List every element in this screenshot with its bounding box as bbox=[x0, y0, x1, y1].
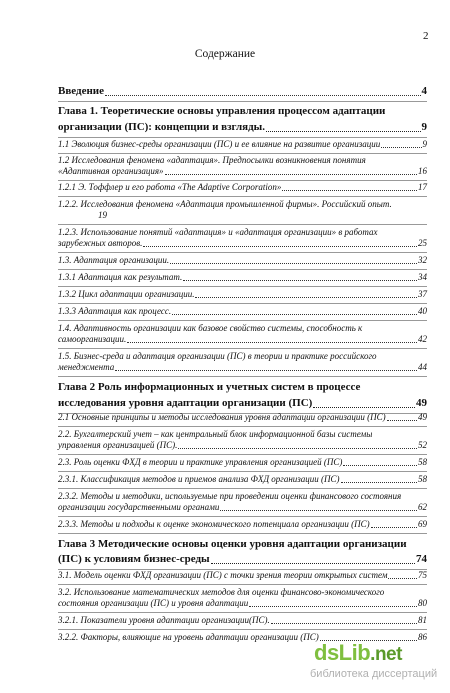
toc-divider bbox=[58, 320, 427, 321]
toc-entry-text: 3.2. Использование математических методов для оценки финансово-экономического bbox=[58, 587, 385, 597]
toc-dot-leader bbox=[127, 342, 417, 343]
toc-dot-leader bbox=[266, 131, 421, 132]
toc-entry bbox=[0, 166, 450, 177]
toc-divider bbox=[58, 488, 427, 489]
toc-entry bbox=[0, 474, 450, 485]
toc-entry-text: Глава 1. Теоретические основы управления процессом адаптации bbox=[58, 105, 386, 117]
toc-dot-leader bbox=[388, 578, 417, 579]
toc-entry-text: 2.3.2. Методы и методики, используемые при проведении оценки финансового состояния bbox=[58, 491, 402, 501]
toc-page-number: 34 bbox=[418, 272, 427, 282]
toc-dot-leader bbox=[249, 606, 417, 607]
toc-entry bbox=[0, 306, 450, 317]
toc-entry bbox=[0, 182, 450, 193]
toc-entry bbox=[0, 104, 450, 118]
toc-entry-text: зарубежных авторов. bbox=[58, 238, 143, 248]
toc-divider bbox=[58, 516, 427, 517]
toc-page-number: 81 bbox=[418, 615, 427, 625]
toc-dot-leader bbox=[170, 263, 417, 264]
toc-divider bbox=[58, 533, 427, 534]
toc-entry-text: самоорганизации. bbox=[58, 334, 127, 344]
toc-page-number: 58 bbox=[418, 474, 427, 484]
toc-entry-text: 2.3. Роль оценки ФХД в теории и практике управления организацией (ПС) bbox=[58, 457, 343, 467]
toc-dot-leader bbox=[178, 448, 417, 449]
toc-entry bbox=[0, 334, 450, 345]
toc-dot-leader bbox=[195, 297, 417, 298]
toc-entry bbox=[0, 380, 450, 394]
toc-dot-leader bbox=[183, 280, 417, 281]
toc-divider bbox=[58, 137, 427, 138]
toc-entry bbox=[0, 362, 450, 373]
toc-entry bbox=[0, 440, 450, 451]
toc-page-number: 58 bbox=[418, 457, 427, 467]
toc-dot-leader bbox=[341, 482, 417, 483]
toc-dot-leader bbox=[172, 314, 417, 315]
toc-page-number: 49 bbox=[418, 412, 427, 422]
toc-entry bbox=[0, 552, 450, 566]
toc-entry-text: 19 bbox=[98, 210, 107, 220]
toc-entry bbox=[0, 272, 450, 283]
toc-page-number: 86 bbox=[418, 632, 427, 642]
toc-page-number: 52 bbox=[418, 440, 427, 450]
toc-page-number: 4 bbox=[421, 85, 427, 97]
toc-entry-text: 1.3. Адаптация организации. bbox=[58, 255, 170, 265]
toc-entry bbox=[0, 238, 450, 249]
toc-dot-leader bbox=[381, 147, 421, 148]
toc-entry-text: 3.1. Модель оценки ФХД организации (ПС) с точки зрения теории открытых систем bbox=[58, 570, 388, 580]
toc-entry-text: (ПС) к условиям бизнес-среды bbox=[58, 553, 210, 565]
toc-entry bbox=[0, 210, 450, 221]
toc-entry-text: исследования уровня адаптации организации (ПС) bbox=[58, 397, 313, 409]
toc-page-number: 75 bbox=[418, 570, 427, 580]
toc-entry bbox=[0, 351, 450, 362]
toc-entry bbox=[0, 537, 450, 551]
toc-entry-text: 2.1 Основные принципы и методы исследования уровня адаптации организации (ПС) bbox=[58, 412, 386, 422]
page-number: 2 bbox=[423, 30, 429, 42]
toc-entry bbox=[0, 120, 450, 134]
toc-entry bbox=[0, 570, 450, 581]
toc-page-number: 49 bbox=[416, 397, 427, 409]
toc-dot-leader bbox=[371, 527, 417, 528]
page-title: Содержание bbox=[194, 48, 256, 60]
toc-entry-text: «Адаптивная организация» bbox=[58, 166, 164, 176]
toc-divider bbox=[58, 101, 427, 102]
toc-entry-text: 2.3.1. Классификация методов и приемов анализа ФХД организации (ПС) bbox=[58, 474, 340, 484]
toc-entry-text: организации (ПС): концепции и взгляды. bbox=[58, 121, 265, 133]
toc-page-number: 40 bbox=[418, 306, 427, 316]
toc-divider bbox=[58, 286, 427, 287]
toc-divider bbox=[58, 303, 427, 304]
toc-entry bbox=[0, 155, 450, 166]
toc-dot-leader bbox=[343, 465, 417, 466]
toc-page-number: 44 bbox=[418, 362, 427, 372]
toc-divider bbox=[58, 224, 427, 225]
toc-entry bbox=[0, 519, 450, 530]
toc-entry-text: 3.2.1. Показатели уровня адаптации организации(ПС). bbox=[58, 615, 270, 625]
toc-entry-text: 1.5. Бизнес-среда и адаптация организации (ПС) в теории и практике российского bbox=[58, 351, 377, 361]
toc-entry-text: 2.2. Бухгалтерский учет – как центральный блок информационной базы системы bbox=[58, 429, 373, 439]
toc-divider bbox=[58, 269, 427, 270]
toc-page-number: 32 bbox=[418, 255, 427, 265]
toc-page-number: 62 bbox=[418, 502, 427, 512]
toc-entry-text: 1.3.1 Адаптация как результат. bbox=[58, 272, 183, 282]
toc-entry-text: состояния организации (ПС) и уровня адаптации bbox=[58, 598, 249, 608]
toc-entry bbox=[0, 457, 450, 468]
toc-dot-leader bbox=[271, 623, 417, 624]
toc-entry-text: 1.2.3. Использование понятий «адаптация» и «адаптация организации» в работах bbox=[58, 227, 378, 237]
toc-divider bbox=[58, 180, 427, 181]
toc-divider bbox=[58, 196, 427, 197]
toc-page-number: 74 bbox=[416, 553, 427, 565]
watermark bbox=[310, 640, 445, 690]
toc-entry bbox=[0, 199, 450, 210]
watermark-logo: dsLib.net bbox=[314, 640, 402, 665]
toc-entry-text: Глава 2 Роль информационных и учетных систем в процессе bbox=[58, 381, 361, 393]
toc-entry bbox=[0, 255, 450, 266]
toc-entry bbox=[0, 598, 450, 609]
toc-entry-text: 1.2.1 Э. Тоффлер и его работа «The Adaptive Corporation» bbox=[58, 182, 282, 192]
toc-divider bbox=[58, 584, 427, 585]
toc-page-number: 80 bbox=[418, 598, 427, 608]
toc-dot-leader bbox=[143, 246, 417, 247]
toc-entry-text: организации государственными органами bbox=[58, 502, 220, 512]
toc-entry-text: 1.2 Исследования феномена «адаптация». Предпосылки возникновения понятия bbox=[58, 155, 366, 165]
toc-page-number: 9 bbox=[422, 139, 427, 149]
toc-entry-text: 1.4. Адаптивность организации как базовое свойство системы, способность к bbox=[58, 323, 363, 333]
toc-dot-leader bbox=[220, 510, 417, 511]
toc-divider bbox=[58, 426, 427, 427]
toc-page-number: 25 bbox=[418, 238, 427, 248]
toc-entry bbox=[0, 412, 450, 423]
toc-dot-leader bbox=[282, 190, 417, 191]
toc-page-number: 9 bbox=[421, 121, 427, 133]
toc-entry-text: 1.2.2. Исследования феномена «Адаптация промышленной фирмы». Российский опыт. bbox=[58, 199, 392, 209]
toc-entry-text: 1.3.3 Адаптация как процесс. bbox=[58, 306, 172, 316]
toc-entry-text: 2.3.3. Методы и подходы к оценке экономического потенциала организации (ПС) bbox=[58, 519, 370, 529]
toc-dot-leader bbox=[387, 420, 417, 421]
toc-entry bbox=[0, 615, 450, 626]
toc-entry-text: управления организацией (ПС). bbox=[58, 440, 178, 450]
toc-divider bbox=[58, 376, 427, 377]
toc-entry bbox=[0, 587, 450, 598]
toc-page-number: 42 bbox=[418, 334, 427, 344]
toc-divider bbox=[58, 454, 427, 455]
toc-entry bbox=[0, 429, 450, 440]
toc-divider bbox=[58, 629, 427, 630]
toc-entry-text: менеджмента bbox=[58, 362, 115, 372]
toc-entry bbox=[0, 502, 450, 513]
toc-dot-leader bbox=[313, 407, 415, 408]
toc-entry bbox=[0, 139, 450, 150]
toc-dot-leader bbox=[115, 370, 417, 371]
toc-entry-text: Глава 3 Методические основы оценки уровня адаптации организации bbox=[58, 538, 407, 550]
toc-page-number: 17 bbox=[418, 182, 427, 192]
toc-entry-text: 1.3.2 Цикл адаптации организации. bbox=[58, 289, 195, 299]
toc-dot-leader bbox=[165, 174, 417, 175]
toc-entry-text: Введение bbox=[58, 85, 105, 97]
toc-divider bbox=[58, 471, 427, 472]
toc-divider bbox=[58, 153, 427, 154]
toc-entry-text: 1.1 Эволюция бизнес-среды организации (ПС) и ее влияние на развитие организации bbox=[58, 139, 381, 149]
toc-entry bbox=[0, 289, 450, 300]
toc-divider bbox=[58, 612, 427, 613]
toc-entry bbox=[0, 396, 450, 410]
toc-entry bbox=[0, 323, 450, 334]
toc-entry bbox=[0, 227, 450, 238]
toc-page-number: 16 bbox=[418, 166, 427, 176]
toc-dot-leader bbox=[211, 563, 415, 564]
watermark-subtitle: библиотека диссертаций bbox=[310, 668, 438, 680]
toc-entry-text: 3.2.2. Факторы, влияющие на уровень адаптации организации (ПС) bbox=[58, 632, 319, 642]
toc-page-number: 37 bbox=[418, 289, 427, 299]
toc-dot-leader bbox=[105, 95, 420, 96]
toc-entry bbox=[0, 84, 450, 98]
toc-divider bbox=[58, 252, 427, 253]
toc-page-number: 69 bbox=[418, 519, 427, 529]
toc-entry bbox=[0, 491, 450, 502]
toc-divider bbox=[58, 348, 427, 349]
